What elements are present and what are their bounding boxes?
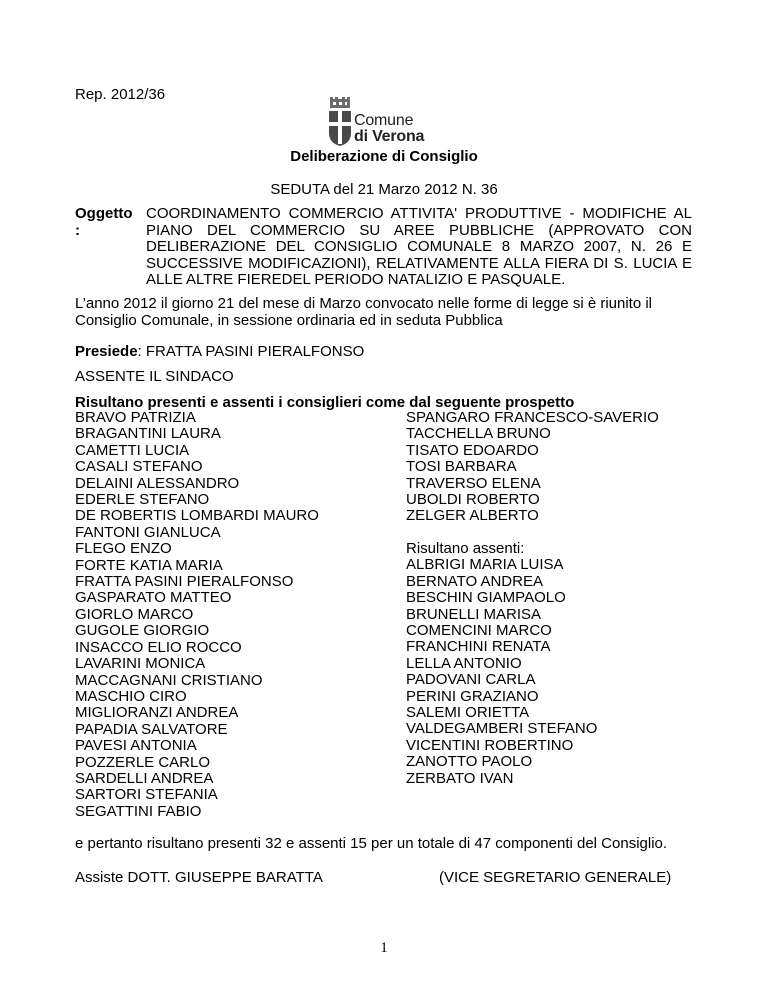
councillor-name: POZZERLE CARLO — [75, 753, 211, 771]
comune-di-verona-logo — [327, 97, 467, 147]
councillor-name: FORTE KATIA MARIA — [75, 556, 223, 574]
councillor-name: BRAGANTINI LAURA — [75, 425, 221, 443]
councillor-name: ZANOTTO PAOLO — [406, 753, 533, 771]
councillor-name: PAVESI ANTONIA — [75, 737, 197, 755]
presiede-label: Presiede — [75, 343, 138, 360]
page-number: 1 — [380, 940, 388, 956]
document-title: Deliberazione di Consiglio — [290, 148, 478, 165]
councillor-name: ZERBATO IVAN — [406, 769, 514, 787]
councillor-name: ALBRIGI MARIA LUISA — [406, 556, 564, 574]
councillor-name: GASPARATO MATTEO — [75, 589, 232, 607]
assenti-heading: Risultano assenti: — [406, 540, 525, 557]
oggetto-label: Oggetto : — [75, 205, 133, 239]
councillor-name: BRUNELLI MARISA — [406, 605, 542, 623]
councillor-name: BRAVO PATRIZIA — [75, 409, 196, 426]
councillor-name: TISATO EDOARDO — [406, 441, 539, 459]
councillor-name: SEGATTINI FABIO — [75, 802, 202, 820]
oggetto-text: COORDINAMENTO COMMERCIO ATTIVITA' PRODUTTIVE - MODIFICHE AL PIANO DEL COMMERCIO SU AREE PUBBLICHE (APPROVATO CON DELIBERAZIONE DEL CONSIGLIO COMUNALE 8 MARZO 2007, N. 26 E SUCCESSIVE MODIFICAZIONI), RELATIVAMENTE ALLA FIERA DI S. LUCIA E ALLE ALTRE FIEREDEL PERIODO NATALIZIO E PASQUALE. — [146, 205, 692, 288]
councillor-name: PAPADIA SALVATORE — [75, 720, 228, 738]
vice-segretario-role: (VICE SEGRETARIO GENERALE) — [439, 869, 672, 886]
councillor-name: TACCHELLA BRUNO — [406, 425, 551, 443]
councillor-name: FRATTA PASINI PIERALFONSO — [75, 573, 294, 591]
councillor-name: GIORLO MARCO — [75, 605, 194, 623]
councillor-name: BESCHIN GIAMPAOLO — [406, 589, 566, 607]
logo-line-verona: di Verona — [354, 128, 425, 145]
assenti-list — [406, 541, 597, 787]
councillor-name: CAMETTI LUCIA — [75, 441, 190, 459]
councillor-name: COMENCINI MARCO — [406, 622, 552, 640]
assiste-line: Assiste DOTT. GIUSEPPE BARATTA — [75, 869, 323, 886]
councillor-name: LELLA ANTONIO — [406, 654, 522, 672]
councillor-name: ZELGER ALBERTO — [406, 507, 539, 525]
anno-paragraph: L’anno 2012 il giorno 21 del mese di Marzo convocato nelle forme di legge si è riunito il Consiglio Comunale, in sessione ordinaria ed in seduta Pubblica — [75, 295, 653, 329]
presiede-line — [75, 343, 364, 360]
councillor-name: SPANGARO FRANCESCO-SAVERIO — [406, 409, 659, 426]
seduta-line: SEDUTA del 21 Marzo 2012 N. 36 — [270, 181, 498, 198]
rep-number: Rep. 2012/36 — [75, 86, 166, 103]
pertanto-summary: e pertanto risultano presenti 32 e assenti 15 per un totale di 47 componenti del Consiglio. — [75, 835, 668, 852]
councillor-name: MASCHIO CIRO — [75, 687, 187, 705]
councillor-name: LAVARINI MONICA — [75, 655, 206, 673]
councillor-name: PERINI GRAZIANO — [406, 687, 539, 705]
councillor-name: MIGLIORANZI ANDREA — [75, 704, 239, 722]
councillor-name: VALDEGAMBERI STEFANO — [406, 720, 598, 738]
logo-line-comune: Comune — [354, 112, 414, 129]
councillor-name: SARDELLI ANDREA — [75, 769, 214, 787]
councillor-name: GUGOLE GIORGIO — [75, 622, 210, 640]
councillor-name: DELAINI ALESSANDRO — [75, 474, 240, 492]
councillor-name: TRAVERSO ELENA — [406, 474, 541, 492]
councillor-name: EDERLE STEFANO — [75, 491, 210, 509]
councillor-name: MACCAGNANI CRISTIANO — [75, 671, 263, 689]
councillor-name: FLEGO ENZO — [75, 540, 172, 558]
councillor-name: TOSI BARBARA — [406, 458, 517, 476]
councillor-name: SARTORI STEFANIA — [75, 786, 218, 804]
councillor-name: CASALI STEFANO — [75, 458, 203, 476]
verona-crest-icon — [327, 97, 353, 147]
councillor-name: PADOVANI CARLA — [406, 671, 536, 689]
councillor-name: VICENTINI ROBERTINO — [406, 736, 574, 754]
presenti-list-right — [406, 410, 659, 525]
councillor-name: BERNATO ANDREA — [406, 572, 543, 590]
presiede-value: : FRATTA PASINI PIERALFONSO — [137, 343, 365, 360]
assente-sindaco: ASSENTE IL SINDACO — [75, 368, 234, 385]
councillor-name: FANTONI GIANLUCA — [75, 523, 221, 541]
councillor-name: UBOLDI ROBERTO — [406, 491, 540, 509]
councillor-name: INSACCO ELIO ROCCO — [75, 638, 242, 656]
councillor-name: FRANCHINI RENATA — [406, 638, 551, 656]
councillor-name: SALEMI ORIETTA — [406, 704, 530, 722]
risultano-heading: Risultano presenti e assenti i consiglieri come dal seguente prospetto — [75, 394, 575, 411]
presenti-list-left — [75, 410, 319, 820]
councillor-name: DE ROBERTIS LOMBARDI MAURO — [75, 507, 319, 525]
